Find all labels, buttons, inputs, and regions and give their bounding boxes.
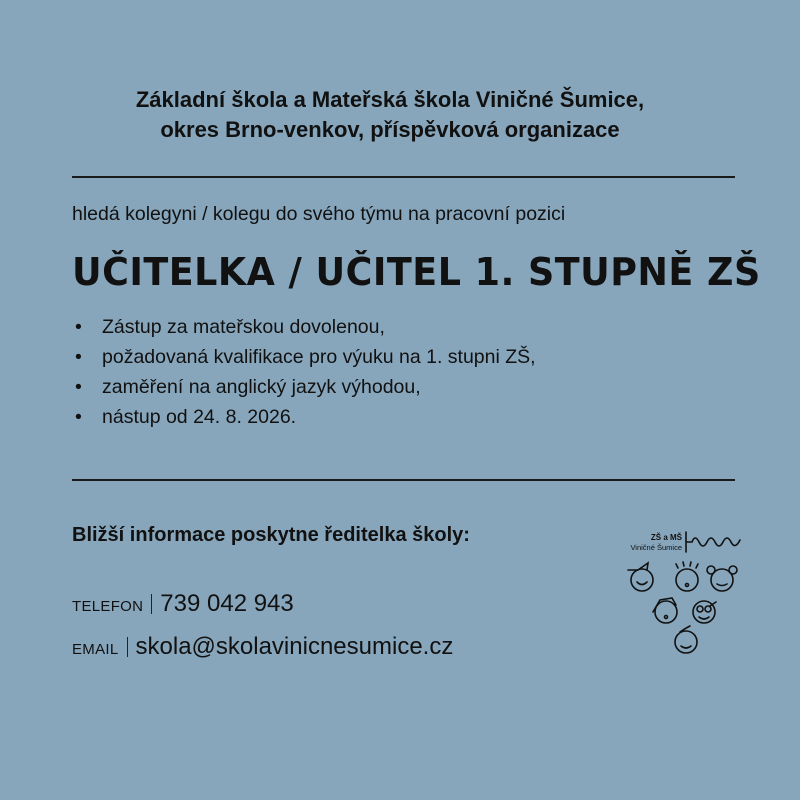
school-name-line2: okres Brno-venkov, příspěvková organizace [160,117,620,142]
school-name-line1: Základní škola a Mateřská škola Viničné Šumice, [135,87,645,112]
phone-row [72,590,294,618]
phone-number[interactable]: 739 042 943 [160,590,294,617]
school-logo: ZŠ a MŠ Viničné Šumice [620,530,750,660]
list-item: • nástup od 24. 8. 2026. [75,406,297,428]
contact-heading: Bližší informace poskytne ředitelka školy: [72,524,470,546]
position-title: UČITELKA / UČITEL 1. STUPNĚ ZŠ [72,250,761,294]
separator [127,637,128,657]
email-row [72,633,453,661]
divider-top [72,176,735,178]
requirements-list [72,313,536,433]
separator [151,594,152,614]
intro-text: hledá kolegyni / kolegu do svého týmu na pracovní pozici [72,203,566,225]
faces-icon [620,530,750,660]
list-item: • zaměření na anglický jazyk výhodou, [75,376,421,398]
list-item: • požadovaná kvalifikace pro výuku na 1. stupni ZŠ, [75,346,536,368]
email-address[interactable]: skola@skolavinicnesumice.cz [135,633,454,660]
phone-label: TELEFON [72,598,144,615]
divider-bottom [72,479,735,481]
list-item: • Zástup za mateřskou dovolenou, [75,316,385,338]
email-label: EMAIL [72,641,119,658]
